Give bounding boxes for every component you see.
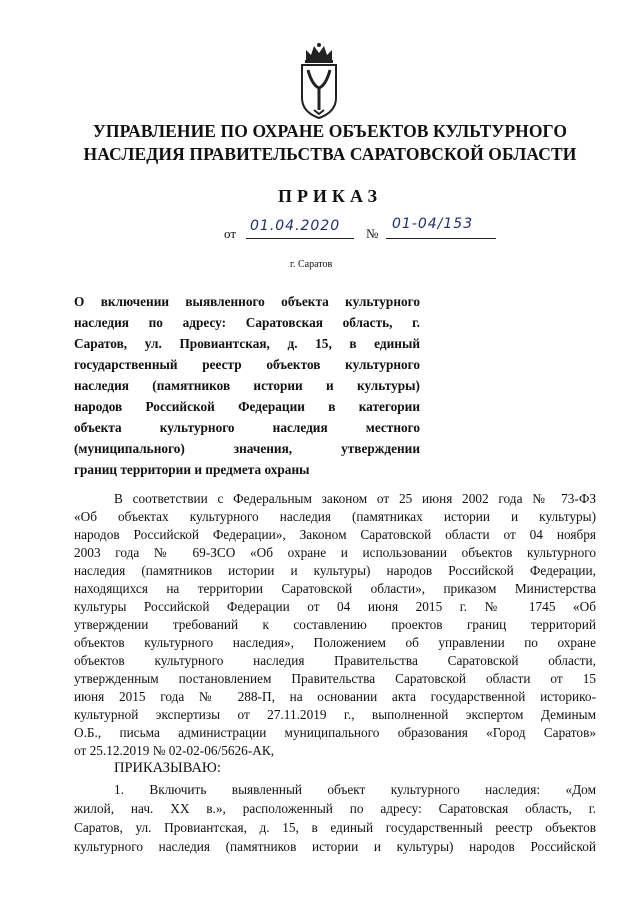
preamble-line: наследия (памятников истории и культуры) народов Российской Федерации, [74, 563, 596, 578]
item-line: 1. Включить выявленный объект культурного наследия: «Дом [114, 782, 596, 797]
preamble-line: утверждении требований к составлению проектов границ территорий [74, 617, 596, 632]
preamble-line: объектов культурного наследия», Положением об управлении по охране [74, 635, 596, 650]
date-number-line [220, 216, 520, 246]
preamble-line: О.Б., письма администрации муниципального образования «Город Саратов» [74, 725, 596, 740]
title-line: государственный реестр объектов культурного [74, 357, 420, 372]
preamble-line: 2003 года № 69-ЗСО «Об охране и использовании объектов культурного [74, 545, 596, 560]
preamble-line: культуры Российской Федерации от 04 июня 2015 г. № 1745 «Об [74, 599, 596, 614]
preamble-line: июня 2015 года № 288-П, на основании акта государственной историко- [74, 689, 596, 704]
preamble-line: утвержденным постановлением Правительства Саратовской области от 15 [74, 671, 596, 686]
preamble-line: культурной экспертизы от 27.11.2019 г., выполненной экспертом Деминым [74, 707, 596, 722]
title-line: народов Российской Федерации в категории [74, 399, 420, 414]
preamble-line: от 25.12.2019 № 02-02-06/5626-АК, [74, 743, 275, 758]
agency-name-line-2: НАСЛЕДИЯ ПРАВИТЕЛЬСТВА САРАТОВСКОЙ ОБЛАСТИ [83, 144, 577, 164]
title-line: Саратов, ул. Провиантская, д. 15, в единый [74, 336, 420, 351]
document-type: ПРИКАЗ [277, 186, 383, 206]
preamble-line: объектов культурного наследия Правительства Саратовской области, [74, 653, 596, 668]
agency-name [80, 120, 580, 166]
city: г. Саратов [290, 259, 333, 270]
preamble-line: народов Российской Федерации», Законом Саратовской области от 04 ноября [74, 527, 596, 542]
preamble [74, 490, 596, 760]
order-word: ПРИКАЗЫВАЮ: [114, 760, 221, 776]
preamble-line: находящихся на территории Саратовской области», приказом Министерства [74, 581, 596, 596]
item-line: Саратов, ул. Провиантская, д. 15, в единый государственный реестр объектов [74, 820, 596, 835]
title-line: наследия (памятников истории и культуры) [74, 378, 420, 393]
number-prefix: № [366, 226, 379, 241]
preamble-line: «Об объектах культурного наследия (памятниках истории и культуры) [74, 509, 596, 524]
handwritten-date: 01.04.2020 [246, 218, 354, 239]
coat-of-arms-icon [296, 40, 342, 120]
item-line: жилой, нач. XX в.», расположенный по адресу: Саратовская область, г. [74, 801, 596, 816]
handwritten-number: 01-04/153 [386, 216, 496, 239]
item-line: культурного наследия (памятников истории и культуры) народов Российской [74, 839, 596, 854]
date-prefix: от [224, 226, 237, 241]
order-item-1 [74, 780, 596, 856]
agency-name-line-1: УПРАВЛЕНИЕ ПО ОХРАНЕ ОБЪЕКТОВ КУЛЬТУРНОГО [92, 121, 568, 141]
title-line: наследия по адресу: Саратовская область, г. [74, 315, 420, 330]
title-line: (муниципального) значения, утверждении [74, 441, 420, 456]
title-line: границ территории и предмета охраны [74, 462, 310, 477]
preamble-line: В соответствии с Федеральным законом от 25 июня 2002 года № 73-ФЗ [114, 491, 596, 506]
document-title [74, 291, 420, 480]
title-line: объекта культурного наследия местного [74, 420, 420, 435]
title-line: О включении выявленного объекта культурного [74, 294, 420, 309]
